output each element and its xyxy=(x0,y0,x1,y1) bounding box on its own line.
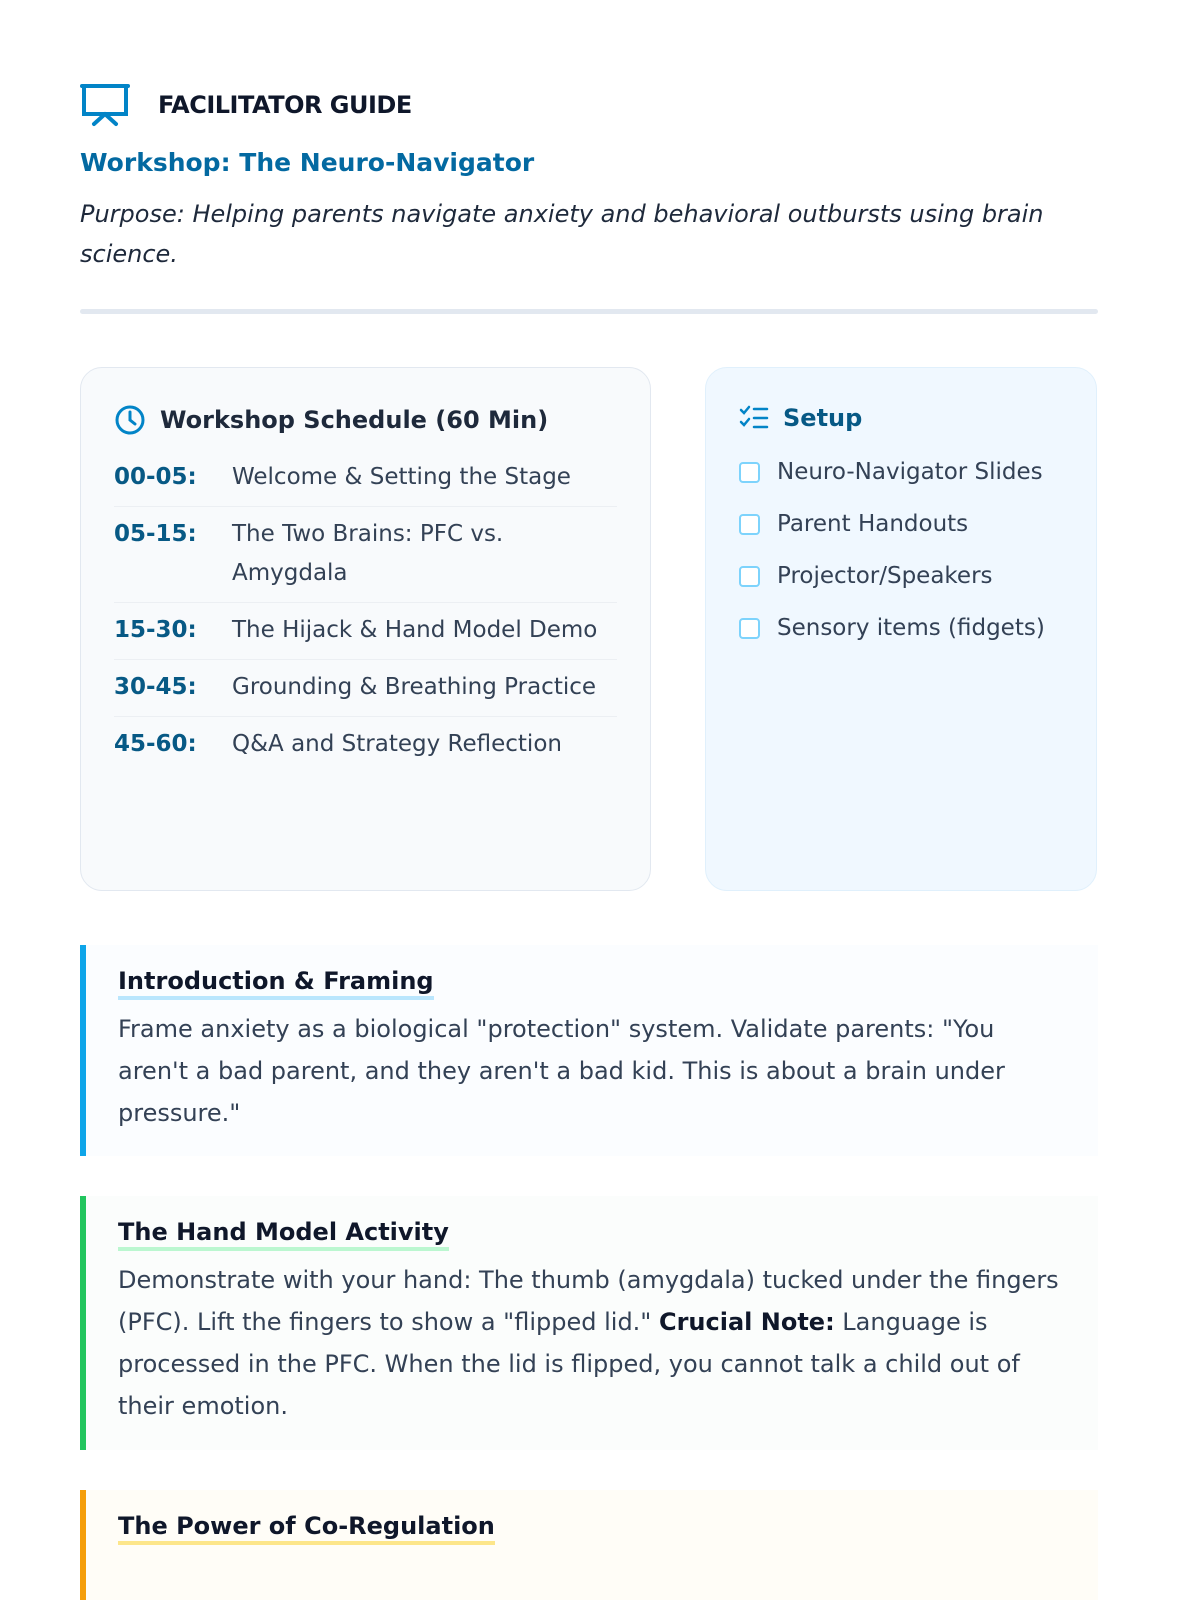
section-title: Introduction & Framing xyxy=(118,967,434,1000)
section-title: The Hand Model Activity xyxy=(118,1218,449,1251)
clock-icon xyxy=(114,404,146,436)
checkbox[interactable] xyxy=(739,514,760,535)
presentation-icon xyxy=(80,82,130,128)
schedule-activity: The Hijack & Hand Model Demo xyxy=(232,617,598,643)
section-introduction xyxy=(80,945,1098,1156)
schedule-time: 15-30: xyxy=(114,617,197,643)
schedule-time: 30-45: xyxy=(114,674,197,700)
setup-item-label: Sensory items (fidgets) xyxy=(777,615,1045,641)
schedule-title: Workshop Schedule (60 Min) xyxy=(160,406,549,434)
setup-title: Setup xyxy=(783,404,863,432)
setup-card xyxy=(705,367,1097,891)
schedule-time: 00-05: xyxy=(114,464,197,490)
checklist-icon xyxy=(739,404,769,432)
schedule-card xyxy=(80,367,651,891)
schedule-time: 45-60: xyxy=(114,731,197,757)
divider xyxy=(80,309,1098,314)
page-title: Workshop: The Neuro-Navigator xyxy=(80,148,535,177)
schedule-time: 05-15: xyxy=(114,521,197,547)
checkbox[interactable] xyxy=(739,566,760,587)
section-title: The Power of Co-Regulation xyxy=(118,1512,495,1545)
schedule-row xyxy=(114,603,617,660)
schedule-activity: Q&A and Strategy Reflection xyxy=(232,731,562,757)
setup-item[interactable] xyxy=(739,446,1063,498)
setup-item-label: Parent Handouts xyxy=(777,511,969,537)
setup-item-label: Projector/Speakers xyxy=(777,563,993,589)
setup-item[interactable] xyxy=(739,550,1063,602)
setup-item[interactable] xyxy=(739,498,1063,550)
checkbox[interactable] xyxy=(739,618,760,639)
schedule-row xyxy=(114,717,617,773)
section-body: Frame anxiety as a biological "protection" system. Validate parents: "You aren't a bad parent, and they aren't a bad kid. This is about a brain under pressure." xyxy=(118,1015,1005,1127)
brand-label: FACILITATOR GUIDE xyxy=(158,91,412,119)
setup-item[interactable] xyxy=(739,602,1063,654)
schedule-activity: The Two Brains: PFC vs. Amygdala xyxy=(232,521,504,586)
section-body: Demonstrate with your hand: The thumb (amygdala) tucked under the fingers (PFC). Lift the fingers to show a "flipped lid." Crucial Note: Language is processed in the PFC. When the lid is flipped, you cannot talk a child out of their emotion. xyxy=(118,1266,1059,1420)
section-co-regulation xyxy=(80,1490,1098,1600)
schedule-activity: Grounding & Breathing Practice xyxy=(232,674,597,700)
setup-list xyxy=(739,446,1063,654)
schedule-list xyxy=(114,450,617,773)
section-hand-model xyxy=(80,1196,1098,1450)
schedule-activity: Welcome & Setting the Stage xyxy=(232,464,571,490)
purpose-text: Purpose: Helping parents navigate anxiety and behavioral outbursts using brain science. xyxy=(80,200,1044,268)
setup-item-label: Neuro-Navigator Slides xyxy=(777,459,1043,485)
schedule-row xyxy=(114,450,617,507)
schedule-row xyxy=(114,660,617,717)
schedule-row xyxy=(114,507,617,603)
checkbox[interactable] xyxy=(739,462,760,483)
header xyxy=(80,82,412,128)
